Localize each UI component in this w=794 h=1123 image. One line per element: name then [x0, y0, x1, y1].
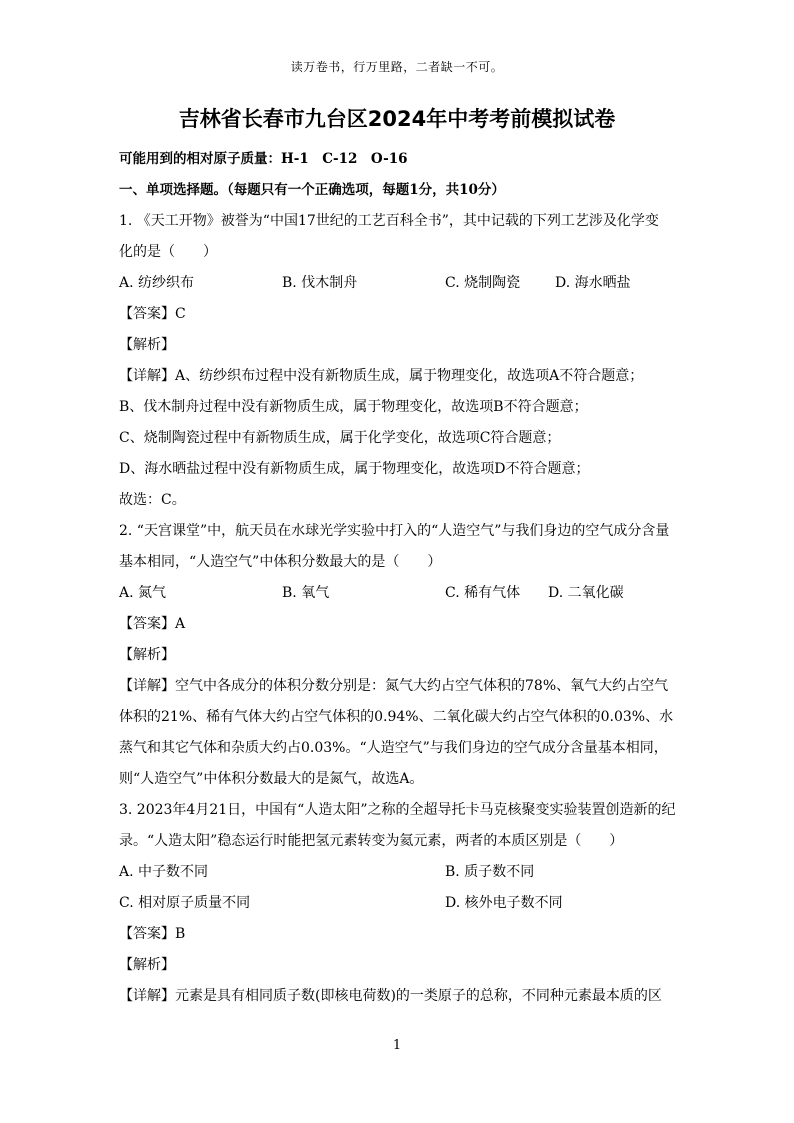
q1-option-a: A. 纺纱织布	[119, 275, 195, 291]
q3-option-b: B. 质子数不同	[445, 864, 535, 880]
q3-detail-1: 【详解】元素是具有相同质子数(即核电荷数)的一类原子的总称，不同种元素最本质的区	[119, 988, 662, 1004]
q2-detail-3: 蒸气和其它气体和杂质大约占0.03%。“人造空气”与我们身边的空气成分含量基本相同，	[119, 740, 668, 756]
q1-analysis: 【解析】	[119, 337, 175, 353]
q2-option-c: C. 稀有气体	[445, 585, 521, 601]
q3-stem-line-1: 3. 2023年4月21日，中国有“人造太阳”之称的全超导托卡马克核聚变实验装置创造新的纪	[119, 802, 676, 818]
q3-option-c: C. 相对原子质量不同	[119, 895, 251, 911]
q2-option-a: A. 氮气	[119, 585, 167, 601]
header-motto: 读万卷书，行万里路，二者缺一不可。	[290, 60, 504, 74]
q2-detail-2: 体积的21%、稀有气体大约占空气体积的0.94%、二氧化碳大约占空气体积的0.03%、水	[119, 709, 674, 725]
exam-content	[119, 144, 679, 1012]
page-title: 吉林省长春市九台区2024年中考考前模拟试卷	[178, 107, 616, 131]
q3-stem-line-2: 录。“人造太阳”稳态运行时能把氢元素转变为氦元素，两者的本质区别是（ ）	[119, 833, 624, 849]
q2-stem-line-1: 2. “天宫课堂”中，航天员在水球光学实验中打入的“人造空气”与我们身边的空气成分含量	[119, 523, 670, 539]
q2-stem-line-2: 基本相同，“人造空气”中体积分数最大的是（ ）	[119, 554, 442, 570]
q2-analysis: 【解析】	[119, 647, 175, 663]
q1-stem-line-2: 化的是（ ）	[119, 244, 217, 260]
q3-options-row-2	[119, 888, 679, 919]
q2-detail-4: 则“人造空气”中体积分数最大的是氮气，故选A。	[119, 771, 424, 787]
q2-option-b: B. 氧气	[282, 585, 330, 601]
q1-stem-line-1: 1. 《天工开物》被誉为“中国17世纪的工艺百科全书”，其中记载的下列工艺涉及化学变	[119, 213, 659, 229]
q1-option-d: D. 海水晒盐	[555, 275, 631, 291]
q3-answer: 【答案】B	[119, 926, 186, 942]
q1-detail-1: 【详解】A、纺纱织布过程中没有新物质生成，属于物理变化，故选项A不符合题意；	[119, 368, 644, 384]
q2-options	[119, 578, 679, 609]
q2-detail-1: 【详解】空气中各成分的体积分数分别是：氮气大约占空气体积的78%、氧气大约占空气	[119, 678, 669, 694]
q1-option-c: C. 烧制陶瓷	[445, 275, 521, 291]
q1-detail-3: C、烧制陶瓷过程中有新物质生成，属于化学变化，故选项C符合题意；	[119, 430, 561, 446]
q1-conclusion: 故选：C。	[119, 492, 186, 508]
q3-options-row-1	[119, 857, 679, 888]
q3-analysis: 【解析】	[119, 957, 175, 973]
atomic-mass-note: 可能用到的相对原子质量：H-1 C-12 O-16	[119, 151, 408, 167]
q3-option-d: D. 核外电子数不同	[445, 895, 563, 911]
q1-options	[119, 268, 679, 299]
q1-detail-4: D、海水晒盐过程中没有新物质生成，属于物理变化，故选项D不符合题意；	[119, 461, 590, 477]
q3-option-a: A. 中子数不同	[119, 864, 209, 880]
q1-answer: 【答案】C	[119, 306, 186, 322]
q2-option-d: D. 二氧化碳	[548, 585, 624, 601]
q1-option-b: B. 伐木制舟	[282, 275, 358, 291]
q2-answer: 【答案】A	[119, 616, 186, 632]
section-heading: 一、单项选择题。（每题只有一个正确选项，每题1分，共10分）	[119, 182, 505, 198]
q1-detail-2: B、伐木制舟过程中没有新物质生成，属于物理变化，故选项B不符合题意；	[119, 399, 588, 415]
page-number: 1	[392, 1038, 402, 1053]
